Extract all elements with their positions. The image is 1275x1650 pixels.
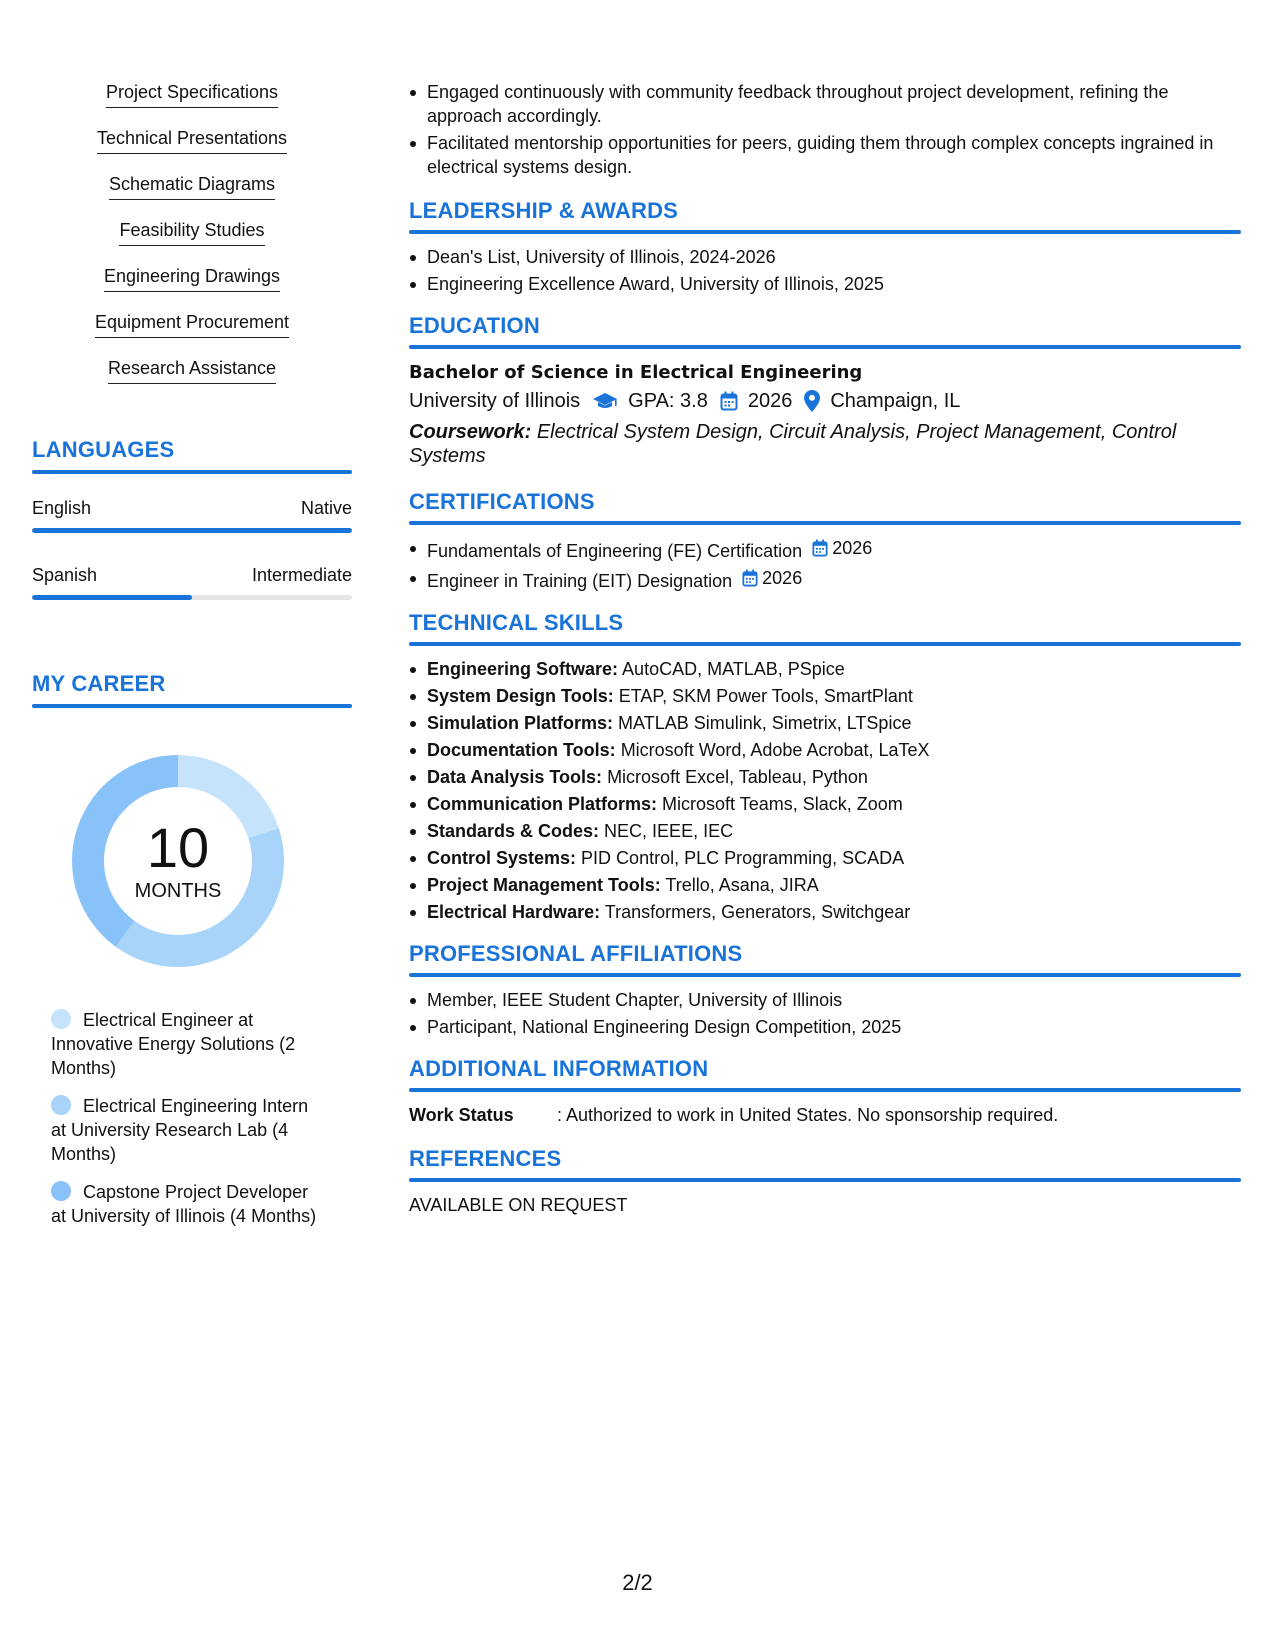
coursework bbox=[409, 420, 1241, 468]
education-details bbox=[409, 386, 1241, 416]
career-section bbox=[32, 670, 352, 1228]
language-item bbox=[32, 563, 352, 600]
bullet-item: Engaged continuously with community feedback throughout project development, refining the approach accordingly. bbox=[409, 80, 1241, 128]
school-name: University of Illinois bbox=[409, 390, 581, 412]
skill-item bbox=[409, 657, 1241, 681]
certification-year: 2026 bbox=[832, 538, 873, 558]
skill-tag: Engineering Drawings bbox=[104, 264, 280, 292]
skill-value: PID Control, PLC Programming, SCADA bbox=[581, 848, 905, 868]
degree-title: Bachelor of Science in Electrical Engineering bbox=[409, 362, 863, 383]
graduation-year: 2026 bbox=[747, 390, 793, 412]
skill-label: Standards & Codes: bbox=[427, 821, 600, 841]
section-divider bbox=[409, 973, 1241, 977]
section-title: ADDITIONAL INFORMATION bbox=[409, 1056, 709, 1081]
section-divider bbox=[409, 521, 1241, 525]
languages-title: LANGUAGES bbox=[32, 437, 175, 462]
skill-label: Data Analysis Tools: bbox=[427, 767, 603, 787]
language-proficiency-fill bbox=[32, 528, 352, 533]
calendar-icon bbox=[812, 539, 828, 557]
language-name: Spanish bbox=[32, 565, 98, 585]
skill-item bbox=[409, 900, 1241, 924]
skill-item bbox=[409, 684, 1241, 708]
certifications-section bbox=[409, 488, 1241, 593]
career-legend-label: Capstone Project Developer at University of Illinois (4 Months) bbox=[51, 1182, 317, 1226]
skill-label: System Design Tools: bbox=[427, 686, 614, 706]
career-legend-item bbox=[51, 1008, 321, 1080]
section-title: REFERENCES bbox=[409, 1146, 562, 1171]
skill-value: Microsoft Word, Adobe Acrobat, LaTeX bbox=[620, 740, 930, 760]
skill-value: Transformers, Generators, Switchgear bbox=[604, 902, 911, 922]
skill-label: Communication Platforms: bbox=[427, 794, 658, 814]
skill-label: Simulation Platforms: bbox=[427, 713, 614, 733]
skill-label: Electrical Hardware: bbox=[427, 902, 601, 922]
skill-label: Project Management Tools: bbox=[427, 875, 661, 895]
bullet-item: Facilitated mentorship opportunities for peers, guiding them through complex concepts ingrained in electrical systems design. bbox=[409, 131, 1241, 179]
language-proficiency-bar bbox=[32, 595, 352, 600]
career-unit: MONTHS bbox=[134, 880, 222, 902]
work-status-value: : Authorized to work in United States. No sponsorship required. bbox=[557, 1105, 1059, 1125]
skill-tag: Feasibility Studies bbox=[119, 218, 264, 246]
legend-dot-icon bbox=[51, 1181, 71, 1201]
language-level: Intermediate bbox=[251, 565, 352, 585]
legend-dot-icon bbox=[51, 1009, 71, 1029]
main-content bbox=[409, 80, 1241, 1217]
skill-item bbox=[409, 765, 1241, 789]
skill-value: MATLAB Simulink, Simetrix, LTSpice bbox=[618, 713, 912, 733]
certification-item bbox=[409, 536, 1241, 563]
skill-item bbox=[409, 819, 1241, 843]
sidebar bbox=[32, 80, 352, 1242]
experience-bullets bbox=[409, 80, 1241, 179]
coursework-label: Coursework: bbox=[409, 421, 532, 443]
skill-tag: Equipment Procurement bbox=[95, 310, 289, 338]
skill-tag: Project Specifications bbox=[106, 80, 278, 108]
section-title: CERTIFICATIONS bbox=[409, 489, 595, 514]
certification-item bbox=[409, 566, 1241, 593]
calendar-icon bbox=[742, 569, 758, 587]
career-legend-label: Electrical Engineering Intern at University Research Lab (4 Months) bbox=[51, 1096, 309, 1164]
section-title: PROFESSIONAL AFFILIATIONS bbox=[409, 941, 743, 966]
skill-item bbox=[409, 873, 1241, 897]
work-status-label: Work Status bbox=[409, 1105, 514, 1125]
page-number: 2/2 bbox=[622, 1570, 653, 1595]
section-title: LEADERSHIP & AWARDS bbox=[409, 198, 679, 223]
section-divider bbox=[32, 704, 352, 708]
career-legend bbox=[51, 1008, 321, 1228]
bullet-item: Participant, National Engineering Design Competition, 2025 bbox=[409, 1015, 1241, 1039]
section-divider bbox=[409, 1178, 1241, 1182]
leadership-section bbox=[409, 197, 1241, 296]
language-proficiency-fill bbox=[32, 595, 192, 600]
school-location: Champaign, IL bbox=[830, 390, 961, 412]
language-proficiency-bar bbox=[32, 528, 352, 533]
certification-year: 2026 bbox=[762, 568, 803, 588]
technical-skills-section bbox=[409, 609, 1241, 924]
location-pin-icon bbox=[804, 390, 820, 412]
career-donut-chart bbox=[65, 748, 291, 974]
work-status-row bbox=[409, 1103, 1241, 1127]
skill-item bbox=[409, 846, 1241, 870]
career-legend-label: Electrical Engineer at Innovative Energy Solutions (2 Months) bbox=[51, 1010, 296, 1078]
skill-value: ETAP, SKM Power Tools, SmartPlant bbox=[618, 686, 913, 706]
skill-value: AutoCAD, MATLAB, PSpice bbox=[622, 659, 845, 679]
education-section bbox=[409, 312, 1241, 468]
skill-item bbox=[409, 738, 1241, 762]
section-title: EDUCATION bbox=[409, 313, 540, 338]
career-legend-item bbox=[51, 1180, 321, 1228]
bullet-item: Dean's List, University of Illinois, 2024-2026 bbox=[409, 245, 1241, 269]
bullet-item: Engineering Excellence Award, University of Illinois, 2025 bbox=[409, 272, 1241, 296]
section-divider bbox=[409, 642, 1241, 646]
certification-name: Engineer in Training (EIT) Designation bbox=[427, 571, 733, 591]
language-name: English bbox=[32, 498, 92, 518]
skill-item bbox=[409, 792, 1241, 816]
certification-name: Fundamentals of Engineering (FE) Certification bbox=[427, 541, 803, 561]
skill-value: Microsoft Teams, Slack, Zoom bbox=[662, 794, 903, 814]
career-legend-item bbox=[51, 1094, 321, 1166]
skill-tag: Research Assistance bbox=[108, 356, 276, 384]
skill-item bbox=[409, 711, 1241, 735]
skill-label: Engineering Software: bbox=[427, 659, 619, 679]
skill-tag: Schematic Diagrams bbox=[109, 172, 275, 200]
career-total: 10 bbox=[146, 816, 210, 879]
legend-dot-icon bbox=[51, 1095, 71, 1115]
skill-tag: Technical Presentations bbox=[97, 126, 287, 154]
graduation-cap-icon bbox=[592, 391, 618, 411]
language-level: Native bbox=[300, 498, 352, 518]
section-divider bbox=[32, 470, 352, 474]
additional-info-section bbox=[409, 1055, 1241, 1127]
calendar-icon bbox=[720, 391, 738, 411]
languages-section bbox=[32, 436, 352, 600]
section-divider bbox=[409, 345, 1241, 349]
bullet-item: Member, IEEE Student Chapter, University of Illinois bbox=[409, 988, 1241, 1012]
skill-value: Microsoft Excel, Tableau, Python bbox=[607, 767, 868, 787]
section-title: TECHNICAL SKILLS bbox=[409, 610, 624, 635]
language-item bbox=[32, 496, 352, 533]
career-title: MY CAREER bbox=[32, 671, 166, 696]
skill-value: Trello, Asana, JIRA bbox=[665, 875, 819, 895]
skill-tags bbox=[32, 80, 352, 402]
coursework-list: Electrical System Design, Circuit Analysis, Project Management, Control Systems bbox=[409, 421, 1177, 467]
skill-label: Control Systems: bbox=[427, 848, 577, 868]
section-divider bbox=[409, 230, 1241, 234]
gpa: GPA: 3.8 bbox=[628, 390, 708, 412]
references-text: AVAILABLE ON REQUEST bbox=[409, 1195, 628, 1215]
affiliations-section bbox=[409, 940, 1241, 1039]
references-section bbox=[409, 1145, 1241, 1217]
section-divider bbox=[409, 1088, 1241, 1092]
skill-label: Documentation Tools: bbox=[427, 740, 616, 760]
skill-value: NEC, IEEE, IEC bbox=[604, 821, 734, 841]
